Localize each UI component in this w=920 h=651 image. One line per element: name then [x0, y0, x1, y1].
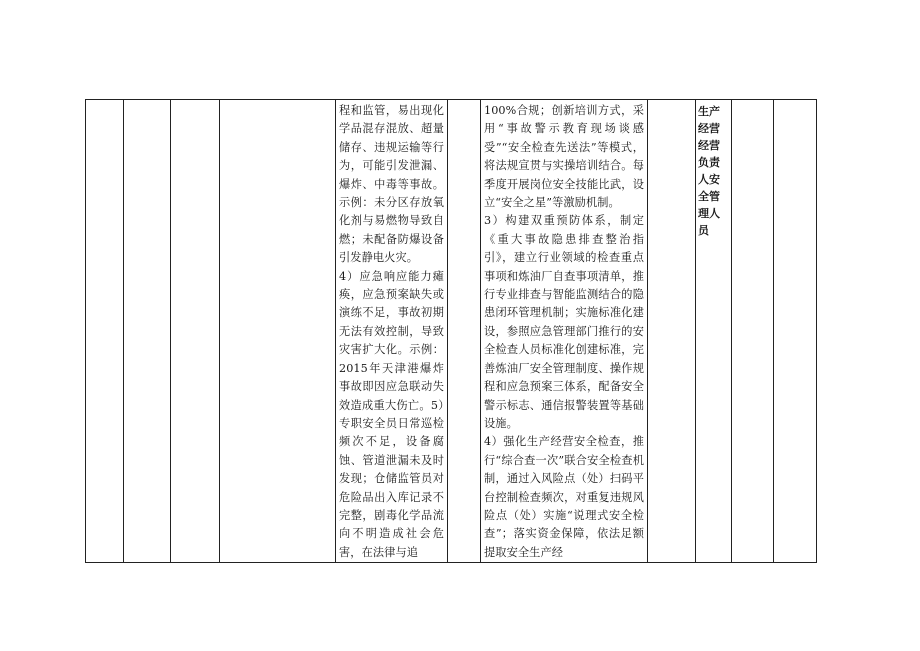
table-cell-empty: [448, 100, 481, 563]
table-row: [86, 100, 817, 563]
table-cell-empty: [171, 100, 220, 563]
table-cell-empty: [124, 100, 171, 563]
table-cell-responsible: [696, 100, 732, 563]
table-cell-empty: [648, 100, 696, 563]
table-cell-empty: [220, 100, 336, 563]
table-cell-empty: [774, 100, 817, 563]
risk-control-table: [85, 99, 817, 563]
responsible-person-text: 生产经营经营负责人安全管理人员: [698, 105, 720, 237]
table-cell-hazard-description: [336, 100, 448, 563]
table-cell-control-measures: [481, 100, 648, 563]
hazard-description-text: 程和监管，易出现化学品混存混放、超量储存、违规运输等行为，可能引发泄漏、爆炸、中毒等事故。示例：未分区存放氧化剂与易燃物导致自燃；未配备防爆设备引发静电火灾。 4）应急响应能力瘫痪，应急预案缺失或演练不足，事故初期无法有效控制，导致灾害扩大化。示例：2015年天津港爆炸事故即因应急联动失效造成重大伤亡。5）专职安全员日常巡检频次不足，设备腐蚀、管道泄漏未及时发现；仓储监管员对危险品出入库记录不完整，剧毒化学品流向不明造成社会危害，在法律与追: [339, 104, 444, 559]
table-cell-index: [86, 100, 124, 563]
table-cell-empty: [732, 100, 774, 563]
control-measures-text: 100%合规；创新培训方式，采用“事故警示教育现场谈感受”“安全检查先送法”等模式，将法规宣贯与实操培训结合。每季度开展岗位安全技能比武，设立“安全之星”等激励机制。 3）构建双重预防体系，制定《重大事故隐患排查整治指引》，建立行业领域的检查重点事项和炼油厂自查事项清单，推行专业排查与智能监测结合的隐患闭环管理机制；实施标准化建设，参照应急管理部门推行的安全检查人员标准化创建标准，完善炼油厂安全管理制度、操作规程和应急预案三体系，配备安全警示标志、通信报警装置等基础设施。 4）强化生产经营安全检查，推行“综合查一次”联合安全检查机制，通过入风险点（处）扫码平台控制检查频次，对重复违规风险点（处）实施“说理式安全检查”；落实资金保障，依法足额提取安全生产经: [484, 104, 644, 559]
